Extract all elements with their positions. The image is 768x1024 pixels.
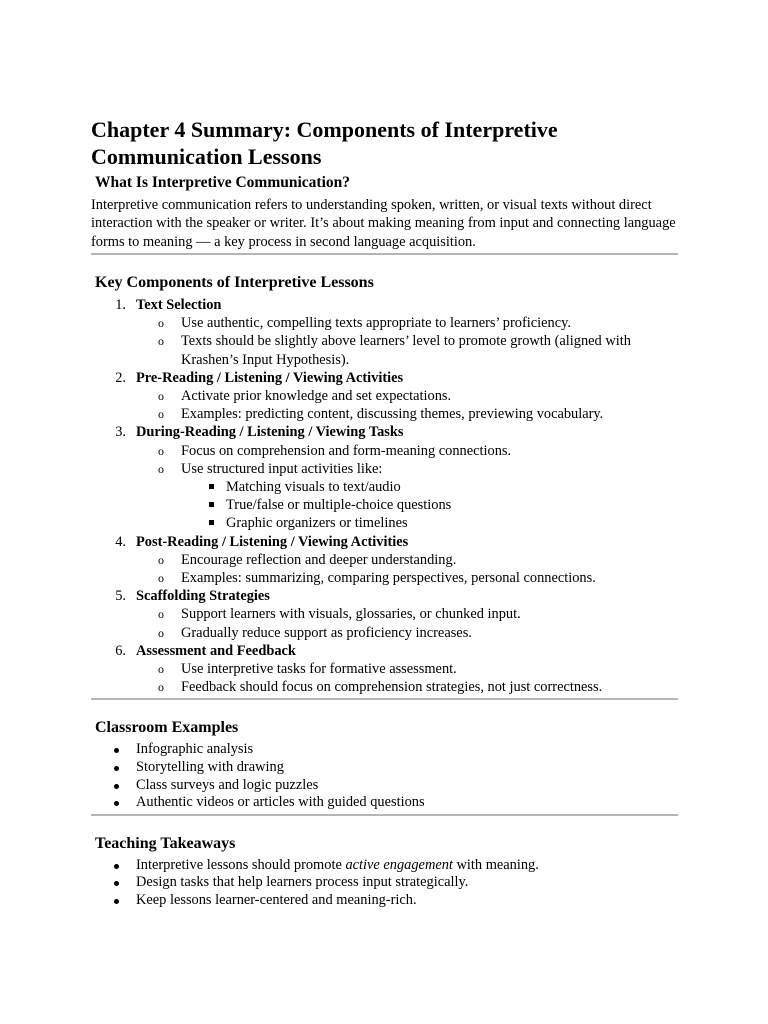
sub-list: [136, 605, 678, 641]
item-number: 2 .: [112, 369, 126, 387]
bullet-icon: [114, 784, 119, 789]
list-item: [136, 551, 678, 569]
list-item: [181, 496, 678, 514]
point-text: Use authentic, compelling texts appropriate to learners’ proficiency.: [181, 315, 571, 332]
bullet-icon: [114, 899, 119, 904]
list-item: [136, 314, 678, 332]
takeaways-list: [91, 857, 678, 910]
document-content: [91, 116, 678, 910]
point-text: Texts should be slightly above learners’ level to promote growth (aligned with Krashen’s Input Hypothesis).: [181, 333, 631, 368]
item-title: Pre-Reading / Listening / Viewing Activities: [136, 369, 404, 386]
example-text: Authentic videos or articles with guided questions: [136, 794, 425, 811]
subpoint-text: Matching visuals to text/audio: [226, 478, 401, 495]
list-item: [91, 874, 678, 892]
examples-list: [91, 741, 678, 811]
list-item: [91, 777, 678, 795]
item-number: 6 .: [112, 642, 126, 660]
list-item: [136, 624, 678, 642]
list-item: [91, 741, 678, 759]
square-bullet-icon: [209, 520, 214, 525]
item-title: During-Reading / Listening / Viewing Tasks: [136, 424, 404, 441]
point-text: Use structured input activities like:: [181, 460, 383, 477]
circle-bullet-icon: o: [158, 552, 164, 567]
point-text: Support learners with visuals, glossaries, or chunked input.: [181, 606, 521, 623]
example-text: Storytelling with drawing: [136, 758, 284, 775]
sub-list: [136, 314, 678, 369]
sub-list: [136, 660, 678, 696]
bullet-icon: [114, 881, 119, 886]
subpoint-text: Graphic organizers or timelines: [226, 515, 408, 532]
takeaways-heading: Teaching Takeaways: [95, 834, 236, 852]
intro-paragraph: Interpretive communication refers to understanding spoken, written, or visual texts without direct interaction with the speaker or writer. It’s about making meaning from input and connecting language forms to meaning — a key process in second language acquisition.: [91, 197, 676, 250]
takeaway-text: Interpretive lessons should promote: [136, 856, 346, 873]
examples-heading: Classroom Examples: [95, 719, 239, 737]
point-text: Feedback should focus on comprehension strategies, not just correctness.: [181, 679, 603, 696]
circle-bullet-icon: o: [158, 388, 164, 403]
sub-list: [136, 551, 678, 587]
component-item: [91, 369, 678, 424]
takeaway-emphasis: active engagement: [345, 856, 453, 873]
circle-bullet-icon: o: [158, 443, 164, 458]
circle-bullet-icon: o: [158, 334, 164, 349]
section-divider: [91, 698, 678, 700]
takeaway-text: Keep lessons learner-centered and meaning-rich.: [136, 891, 417, 908]
list-item: [136, 678, 678, 696]
bullet-icon: [114, 766, 119, 771]
circle-bullet-icon: o: [158, 461, 164, 476]
item-title: Post-Reading / Listening / Viewing Activities: [136, 533, 409, 550]
component-item: [91, 423, 678, 532]
example-text: Infographic analysis: [136, 741, 254, 758]
item-number: 3 .: [112, 423, 126, 441]
list-item: [91, 857, 678, 875]
point-text: Encourage reflection and deeper understanding.: [181, 551, 457, 568]
components-list: [91, 296, 678, 696]
square-bullet-icon: [209, 502, 214, 507]
intro-heading: What Is Interpretive Communication?: [95, 174, 351, 191]
circle-bullet-icon: o: [158, 661, 164, 676]
bullet-icon: [114, 748, 119, 753]
component-item: [91, 642, 678, 697]
point-text: Focus on comprehension and form-meaning connections.: [181, 442, 512, 459]
point-text: Examples: summarizing, comparing perspectives, personal connections.: [181, 569, 596, 586]
item-title: Assessment and Feedback: [136, 642, 296, 659]
point-text: Examples: predicting content, discussing themes, previewing vocabulary.: [181, 406, 604, 423]
list-item: [181, 514, 678, 532]
point-text: Activate prior knowledge and set expectations.: [181, 387, 452, 404]
item-title: Scaffolding Strategies: [136, 588, 270, 605]
list-item: [91, 794, 678, 812]
list-item: [136, 387, 678, 405]
sub-list: [136, 442, 678, 533]
list-item: [136, 332, 678, 368]
sub-sub-list: [181, 478, 678, 533]
components-heading: Key Components of Interpretive Lessons: [95, 273, 374, 291]
list-item: [136, 405, 678, 423]
sub-list: [136, 387, 678, 423]
component-item: [91, 587, 678, 642]
section-divider: [91, 253, 678, 255]
list-item: [136, 460, 678, 533]
item-title: Text Selection: [136, 296, 222, 313]
takeaway-text: with meaning.: [452, 856, 539, 873]
circle-bullet-icon: o: [158, 316, 164, 331]
subpoint-text: True/false or multiple-choice questions: [226, 497, 452, 514]
list-item: [136, 660, 678, 678]
point-text: Use interpretive tasks for formative assessment.: [181, 660, 457, 677]
example-text: Class surveys and logic puzzles: [136, 776, 319, 793]
section-divider: [91, 814, 678, 816]
bullet-icon: [114, 864, 119, 869]
list-item: [136, 605, 678, 623]
page-title: Chapter 4 Summary: Components of Interpretive Communication Lessons: [91, 117, 558, 169]
list-item: [136, 442, 678, 460]
bullet-icon: [114, 801, 119, 806]
circle-bullet-icon: o: [158, 625, 164, 640]
circle-bullet-icon: o: [158, 570, 164, 585]
item-number: 5 .: [112, 587, 126, 605]
point-text: Gradually reduce support as proficiency increases.: [181, 624, 472, 641]
list-item: [91, 892, 678, 910]
circle-bullet-icon: o: [158, 607, 164, 622]
item-number: 4 .: [112, 533, 126, 551]
circle-bullet-icon: o: [158, 680, 164, 695]
square-bullet-icon: [209, 484, 214, 489]
circle-bullet-icon: o: [158, 407, 164, 422]
takeaway-text: Design tasks that help learners process input strategically.: [136, 874, 469, 891]
component-item: [91, 533, 678, 588]
list-item: [136, 569, 678, 587]
component-item: [91, 296, 678, 369]
list-item: [181, 478, 678, 496]
list-item: [91, 759, 678, 777]
item-number: 1 .: [112, 296, 126, 314]
